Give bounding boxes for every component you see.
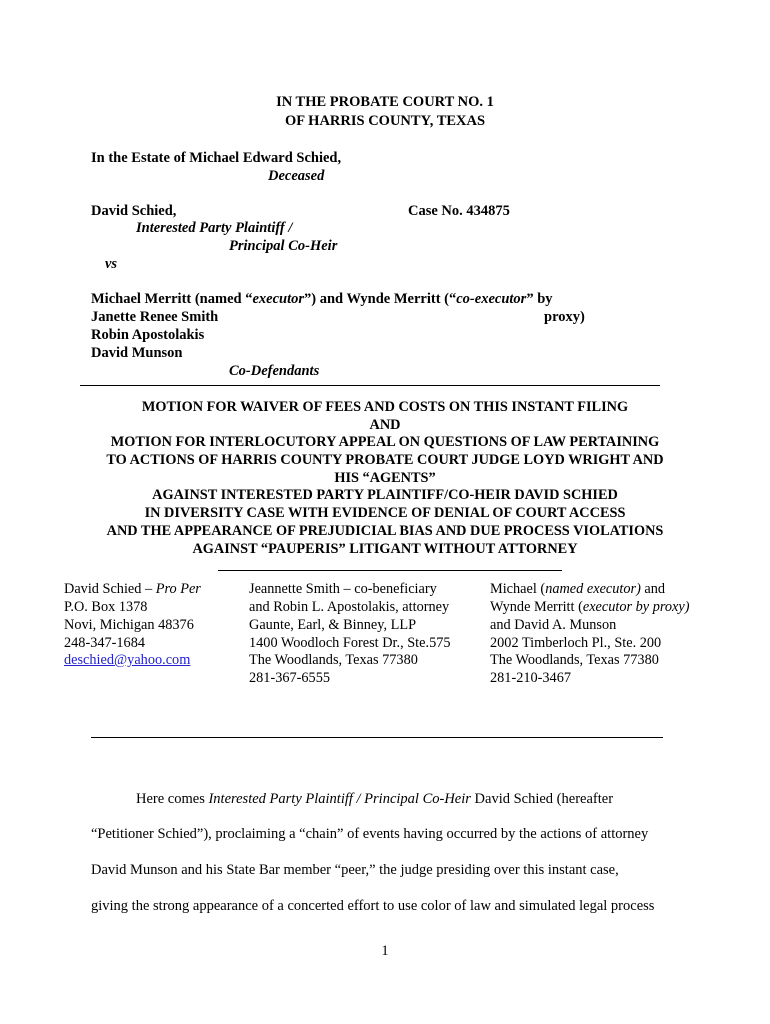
address-col3-line1 bbox=[490, 580, 665, 598]
address-col2-line5: The Woodlands, Texas 77380 bbox=[249, 652, 418, 668]
motion-title-line-9: AGAINST “PAUPERIS” LITIGANT WITHOUT ATTORNEY bbox=[192, 541, 578, 557]
motion-title-line-5: HIS “AGENTS” bbox=[334, 470, 436, 486]
plaintiff-name: David Schied, bbox=[91, 203, 177, 219]
address-col2-line2: and Robin L. Apostolakis, attorney bbox=[249, 599, 450, 615]
address-col2-line3: Gaunte, Earl, & Binney, LLP bbox=[249, 617, 417, 633]
col3-line2-a: Wynde Merritt ( bbox=[490, 599, 583, 615]
address-col1-phone: 248-347-1684 bbox=[64, 635, 146, 651]
email-link[interactable]: deschied@yahoo.com bbox=[64, 652, 191, 668]
versus-label: vs bbox=[105, 256, 118, 272]
motion-title-line-2: AND bbox=[369, 417, 401, 433]
plaintiff-role-1: Interested Party Plaintiff / bbox=[136, 220, 293, 236]
body-line-3: David Munson and his State Bar member “peer,” the judge presiding over this instant case, bbox=[91, 862, 619, 878]
defendant-1-part-a: Michael Merritt (named “ bbox=[91, 291, 253, 307]
body-line-2: “Petitioner Schied”), proclaiming a “chain” of events having occurred by the actions of attorney bbox=[91, 826, 649, 842]
address-col1-email-wrap bbox=[64, 651, 190, 669]
address-col2-line6: 281-367-6555 bbox=[249, 670, 331, 686]
address-col2-line1: Jeannette Smith – co-beneficiary bbox=[249, 581, 437, 597]
col3-executor-by-proxy: executor by proxy) bbox=[582, 599, 690, 615]
caption-divider bbox=[80, 385, 660, 386]
defendant-1 bbox=[91, 290, 553, 308]
motion-title-line-7: IN DIVERSITY CASE WITH EVIDENCE OF DENIAL OF COURT ACCESS bbox=[144, 505, 626, 521]
col3-line1-c: and bbox=[640, 581, 666, 597]
defendant-1-executor: executor bbox=[252, 291, 305, 307]
codefendants-label: Co-Defendants bbox=[229, 363, 320, 379]
address-col1-po-box: P.O. Box 1378 bbox=[64, 599, 148, 615]
address-col1-name bbox=[64, 580, 201, 598]
deceased-label: Deceased bbox=[268, 168, 325, 184]
col3-named-executor: named executor) bbox=[545, 581, 641, 597]
case-number: Case No. 434875 bbox=[408, 203, 510, 219]
court-name: IN THE PROBATE COURT NO. 1 bbox=[276, 94, 494, 110]
motion-title-line-6: AGAINST INTERESTED PARTY PLAINTIFF/CO-HEIR DAVID SCHIED bbox=[152, 487, 618, 503]
plaintiff-role-2: Principal Co-Heir bbox=[229, 238, 338, 254]
estate-line: In the Estate of Michael Edward Schied, bbox=[91, 150, 342, 166]
body-line-1-c: David Schied (hereafter bbox=[470, 791, 614, 807]
defendant-1-co-executor: co-executor bbox=[456, 291, 527, 307]
motion-title-line-3: MOTION FOR INTERLOCUTORY APPEAL ON QUESTIONS OF LAW PERTAINING bbox=[110, 434, 660, 450]
address-col3-line3: and David A. Munson bbox=[490, 617, 617, 633]
address-col3-line4: 2002 Timberloch Pl., Ste. 200 bbox=[490, 635, 662, 651]
body-line-1-role: Interested Party Plaintiff / Principal Co-Heir bbox=[208, 791, 471, 807]
address-col3-line2 bbox=[490, 598, 689, 616]
defendant-4: David Munson bbox=[91, 345, 183, 361]
defendant-1-part-c: ”) and Wynde Merritt (“ bbox=[304, 291, 457, 307]
address-divider bbox=[91, 737, 663, 738]
address-col3-line6: 281-210-3467 bbox=[490, 670, 572, 686]
body-line-4: giving the strong appearance of a concerted effort to use color of law and simulated legal process bbox=[91, 898, 655, 914]
col1-pro-per: Pro Per bbox=[155, 581, 201, 597]
address-col1-city: Novi, Michigan 48376 bbox=[64, 617, 194, 633]
body-line-1 bbox=[136, 791, 613, 808]
body-line-1-a: Here comes bbox=[136, 791, 209, 807]
motion-title-line-4: TO ACTIONS OF HARRIS COUNTY PROBATE COURT JUDGE LOYD WRIGHT AND bbox=[106, 452, 664, 468]
court-county: OF HARRIS COUNTY, TEXAS bbox=[284, 113, 486, 129]
address-col3-line5: The Woodlands, Texas 77380 bbox=[490, 652, 659, 668]
title-underline bbox=[218, 570, 562, 571]
defendant-3: Robin Apostolakis bbox=[91, 327, 205, 343]
page-number: 1 bbox=[381, 943, 389, 959]
col3-line1-a: Michael ( bbox=[490, 581, 546, 597]
defendant-1-part-e: ” by bbox=[526, 291, 553, 307]
defendant-2: Janette Renee Smith bbox=[91, 309, 219, 325]
address-col2-line4: 1400 Woodloch Forest Dr., Ste.575 bbox=[249, 635, 451, 651]
motion-title-line-1: MOTION FOR WAIVER OF FEES AND COSTS ON THIS INSTANT FILING bbox=[141, 399, 629, 415]
motion-title-line-8: AND THE APPEARANCE OF PREJUDICIAL BIAS AND DUE PROCESS VIOLATIONS bbox=[106, 523, 664, 539]
col1-name-text: David Schied – bbox=[64, 581, 156, 597]
defendant-2-proxy: proxy) bbox=[544, 309, 585, 325]
